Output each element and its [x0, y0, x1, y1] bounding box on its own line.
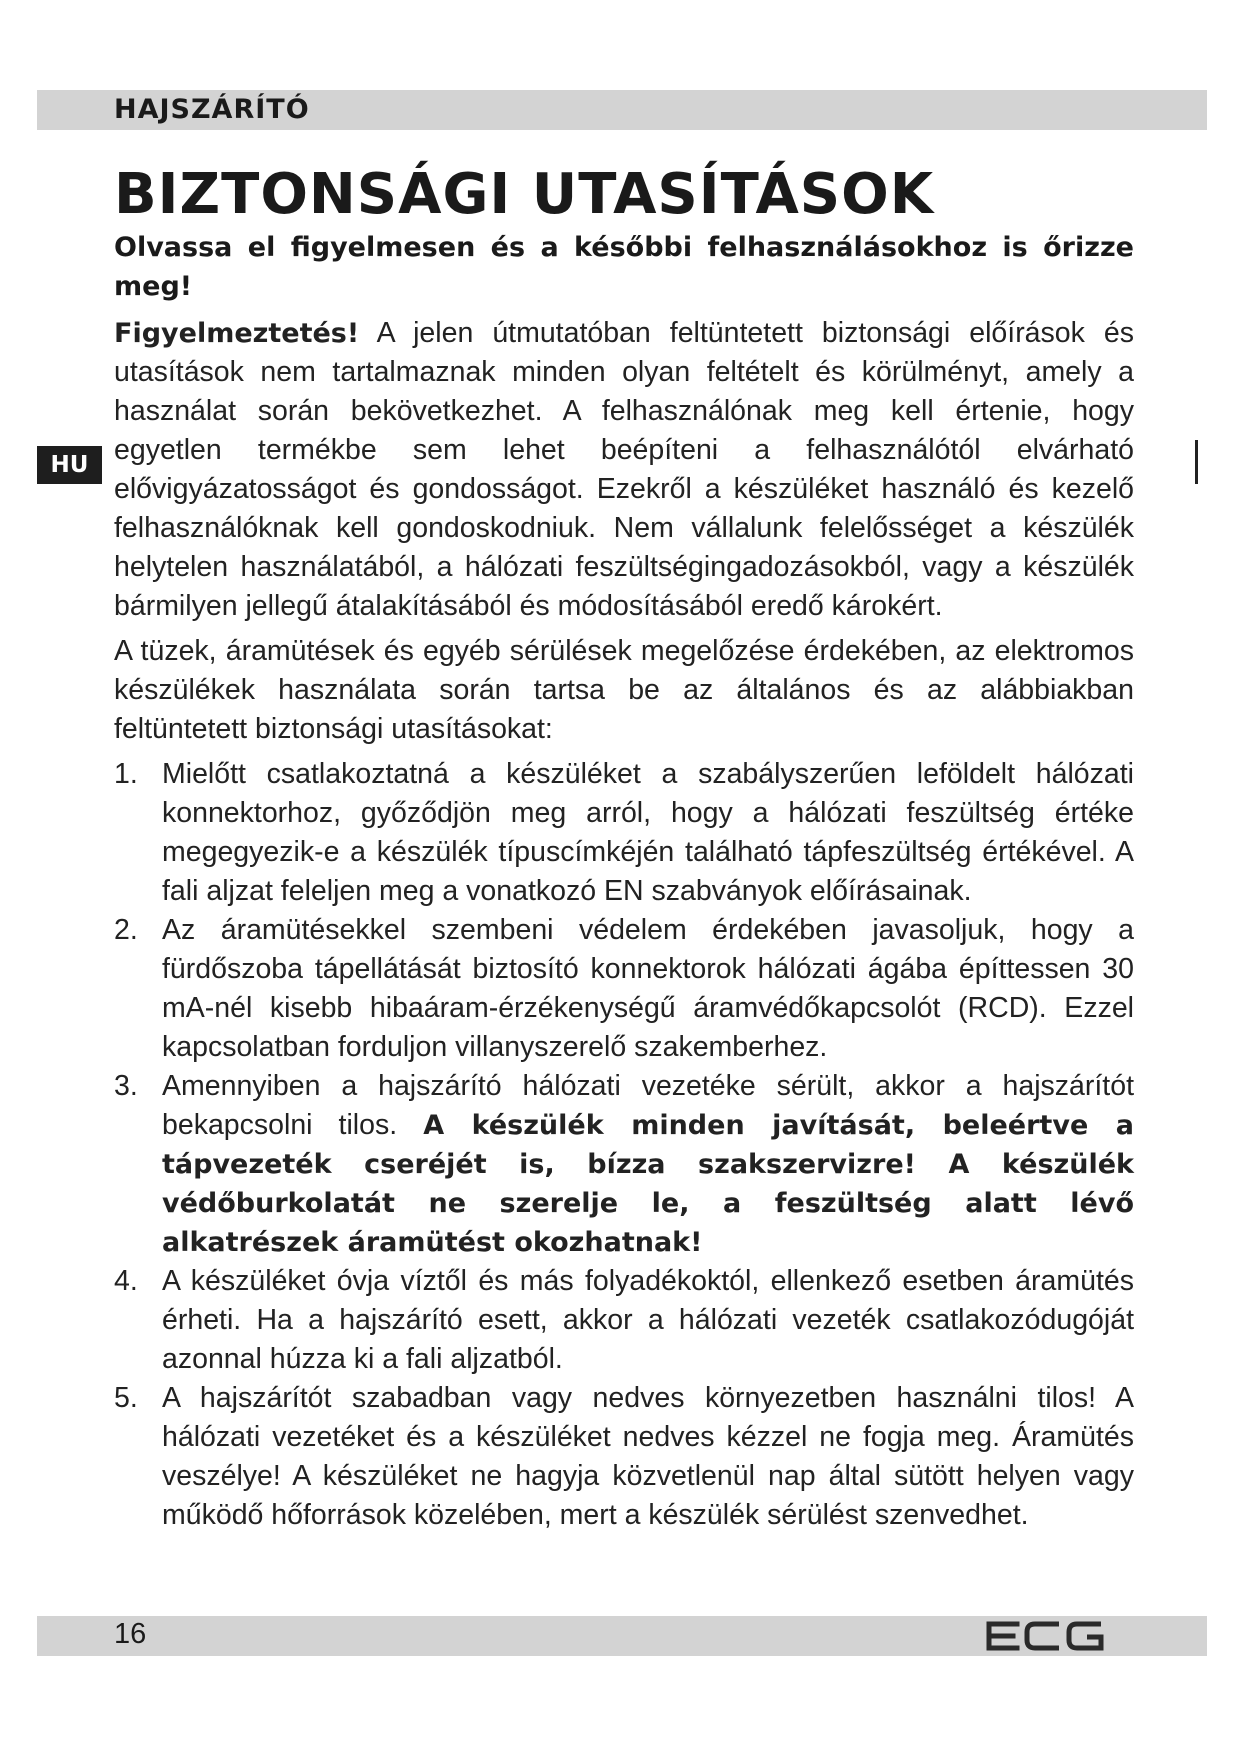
- ecg-logo: [985, 1620, 1105, 1652]
- list-item-text: Amennyiben a hajszárító hálózati vezetéke sérült, akkor a hajszárítót bekapcsolni tilos.: [162, 1070, 1134, 1141]
- list-item-number: 4.: [114, 1265, 138, 1297]
- page-title: BIZTONSÁGI UTASÍTÁSOK: [114, 162, 935, 227]
- list-item: [114, 911, 1134, 1067]
- list-item-text: A hajszárítót szabadban vagy nedves környezetben használni tilos! A hálózati vezetéket és a készüléket nedves kézzel ne fogja meg. Áramütés veszélye! A készüléket ne hagyja közvetlenül nap által sütött helyen vagy működő hőforrások közelében, mert a készülék sérülést szenvedhet.: [162, 1382, 1134, 1531]
- list-item-number: 3.: [114, 1070, 138, 1102]
- list-item: [114, 1262, 1134, 1379]
- warning-text: A jelen útmutatóban feltüntetett biztonsági előírások és utasítások nem tartalmaznak minden olyan feltételt és körülményt, amely a használat során bekövetkezhet. A felhasználónak meg kell értenie, hogy egyetlen termékbe sem lehet beépíteni a felhasználótól elvárható elővigyázatosságot és gondosságot. Ezekről a készüléket használó és kezelő felhasználóknak kell gondoskodniuk. Nem vállalunk felelősséget a készülék helytelen használatából, a hálózati feszültségingadozásokból, vagy a készülék bármilyen jellegű átalakításából és módosításából eredő károkért.: [114, 317, 1134, 622]
- list-item: [114, 755, 1134, 911]
- list-item-text: A készüléket óvja víztől és más folyadékoktól, ellenkező esetben áramütés érheti. Ha a hajszárító esett, akkor a hálózati vezeték csatlakozódugóját azonnal húzza ki a fali aljzatból.: [162, 1265, 1134, 1375]
- edge-marker: [1195, 440, 1198, 484]
- list-item-number: 5.: [114, 1382, 138, 1414]
- header-label: HAJSZÁRÍTÓ: [114, 94, 310, 125]
- document-body: [114, 228, 1134, 1535]
- warning-label: Figyelmeztetés!: [114, 318, 360, 349]
- warning-paragraph: [114, 314, 1134, 626]
- list-item-text: Mielőtt csatlakoztatná a készüléket a szabályszerűen leföldelt hálózati konnektorhoz, győződjön meg arról, hogy a hálózati feszültség értéke megegyezik-e a készülék típuscímkéjén található tápfeszültség értékével. A fali aljzat feleljen meg a vonatkozó EN szabványok előírásainak.: [162, 758, 1134, 907]
- lead-text: Olvassa el figyelmesen és a későbbi felhasználásokhoz is őrizze meg!: [114, 232, 1134, 302]
- intro-paragraph: A tüzek, áramütések és egyéb sérülések megelőzése érdekében, az elektromos készülékek használata során tartsa be az általános és az alábbiakban feltüntetett biztonsági utasításokat:: [114, 635, 1134, 745]
- list-item: [114, 1379, 1134, 1535]
- list-item-number: 1.: [114, 758, 138, 790]
- list-item-text: Az áramütésekkel szembeni védelem érdekében javasoljuk, hogy a fürdőszoba tápellátását biztosító konnektorok hálózati ágába építtessen 30 mA-nél kisebb hibaáram-érzékenységű áramvédőkapcsolót (RCD). Ezzel kapcsolatban forduljon villanyszerelő szakemberhez.: [162, 914, 1134, 1063]
- language-tab: HU: [37, 446, 102, 484]
- list-item-bold-text: A készülék minden javítását, beleértve a tápvezeték cseréjét is, bízza szakszervizre! A készülék védőburkolatát ne szerelje le, a feszültség alatt lévő alkatrészek áramütést okozhatnak!: [162, 1110, 1134, 1258]
- list-item-number: 2.: [114, 914, 138, 946]
- list-item: [114, 1067, 1134, 1262]
- safety-rules-list: [114, 755, 1134, 1535]
- page-number: 16: [114, 1618, 147, 1650]
